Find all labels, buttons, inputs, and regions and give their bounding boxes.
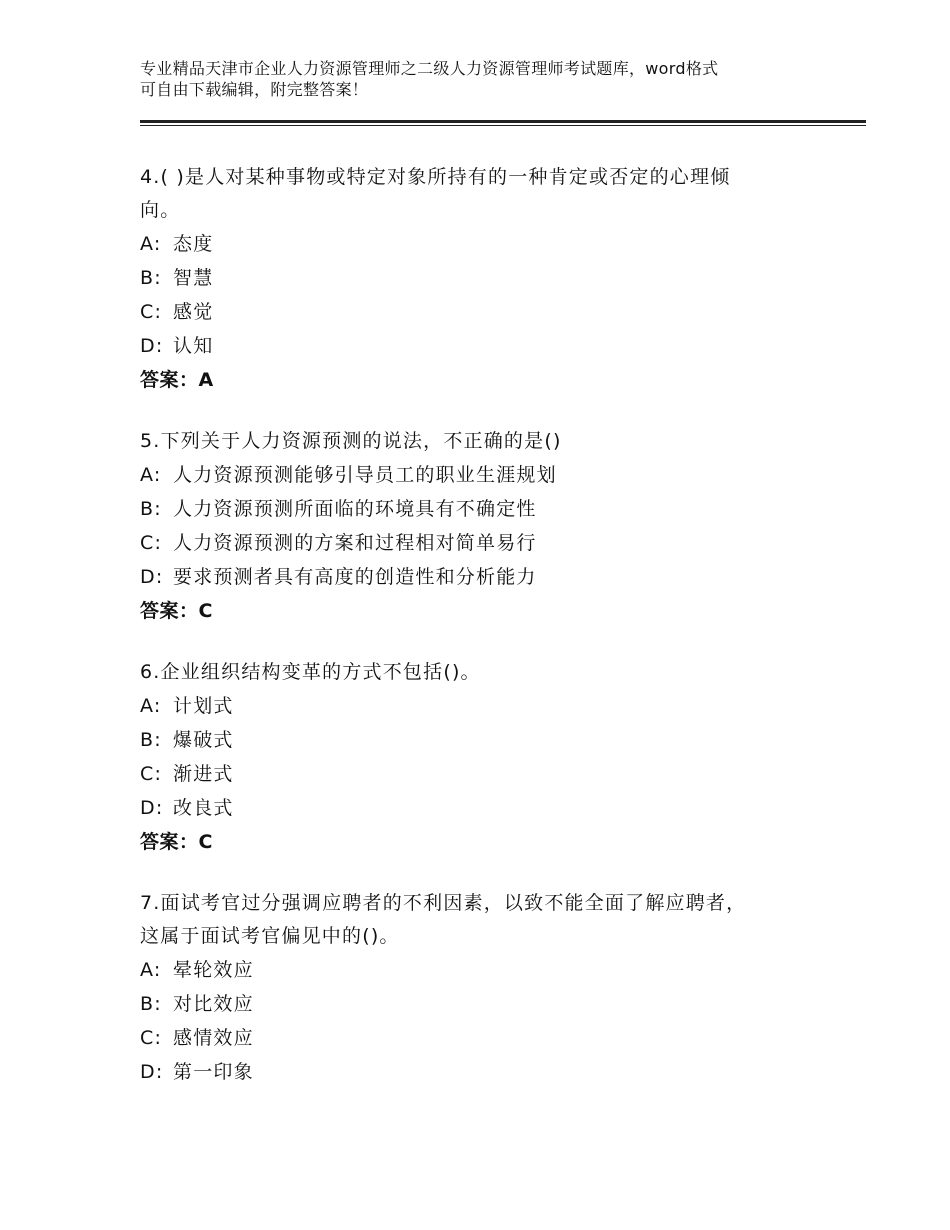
option-letter: A: (140, 959, 162, 981)
option-c (140, 526, 830, 560)
header-divider-thick (140, 120, 866, 123)
option-text: 渐进式 (173, 763, 234, 785)
answer-line: 答案：C (140, 831, 213, 853)
option-letter: A: (140, 233, 162, 255)
option-a (140, 953, 830, 987)
question-5 (140, 425, 830, 628)
option-b (140, 723, 830, 757)
option-d (140, 329, 830, 363)
question-4 (140, 161, 830, 397)
option-letter: B: (140, 267, 162, 289)
option-letter: B: (140, 993, 162, 1015)
question-text: 7.面试考官过分强调应聘者的不利因素，以致不能全面了解应聘者， (140, 892, 747, 914)
option-b (140, 492, 830, 526)
option-a (140, 458, 830, 492)
question-text-continued: 向。 (140, 199, 181, 221)
question-text: 5.下列关于人力资源预测的说法，不正确的是() (140, 430, 562, 452)
option-d (140, 1055, 830, 1089)
option-text: 人力资源预测能够引导员工的职业生涯规划 (173, 464, 557, 486)
option-text: 感情效应 (173, 1027, 254, 1049)
option-c (140, 295, 830, 329)
option-d (140, 791, 830, 825)
option-text: 要求预测者具有高度的创造性和分析能力 (173, 566, 537, 588)
header-divider-thin (140, 125, 866, 126)
option-text: 态度 (173, 233, 214, 255)
header-line-1: 专业精品天津市企业人力资源管理师之二级人力资源管理师考试题库，word格式 (140, 59, 719, 78)
option-b (140, 987, 830, 1021)
option-text: 晕轮效应 (173, 959, 254, 981)
option-letter: D: (140, 1061, 164, 1083)
option-b (140, 261, 830, 295)
answer-line: 答案：A (140, 369, 214, 391)
option-text: 认知 (173, 335, 214, 357)
option-letter: C: (140, 532, 163, 554)
option-letter: A: (140, 695, 162, 717)
option-letter: D: (140, 335, 164, 357)
option-a (140, 227, 830, 261)
option-text: 改良式 (173, 797, 234, 819)
question-text-continued: 这属于面试考官偏见中的()。 (140, 925, 400, 947)
option-text: 人力资源预测所面临的环境具有不确定性 (173, 498, 537, 520)
question-list (140, 161, 830, 1117)
question-6 (140, 656, 830, 859)
header-line-2: 可自由下载编辑，附完整答案！ (140, 80, 369, 99)
option-letter: D: (140, 797, 164, 819)
option-text: 对比效应 (173, 993, 254, 1015)
document-header (140, 58, 830, 100)
option-text: 人力资源预测的方案和过程相对简单易行 (173, 532, 537, 554)
option-letter: B: (140, 498, 162, 520)
option-c (140, 1021, 830, 1055)
option-text: 感觉 (173, 301, 214, 323)
option-text: 智慧 (173, 267, 214, 289)
option-text: 第一印象 (173, 1061, 254, 1083)
question-text: 4.( )是人对某种事物或特定对象所持有的一种肯定或否定的心理倾 (140, 166, 731, 188)
option-letter: A: (140, 464, 162, 486)
question-text: 6.企业组织结构变革的方式不包括()。 (140, 661, 481, 683)
option-a (140, 689, 830, 723)
option-letter: D: (140, 566, 164, 588)
option-text: 爆破式 (173, 729, 234, 751)
option-letter: B: (140, 729, 162, 751)
option-d (140, 560, 830, 594)
option-letter: C: (140, 763, 163, 785)
option-c (140, 757, 830, 791)
option-letter: C: (140, 301, 163, 323)
option-text: 计划式 (173, 695, 234, 717)
answer-line: 答案：C (140, 600, 213, 622)
question-7 (140, 887, 830, 1089)
option-letter: C: (140, 1027, 163, 1049)
